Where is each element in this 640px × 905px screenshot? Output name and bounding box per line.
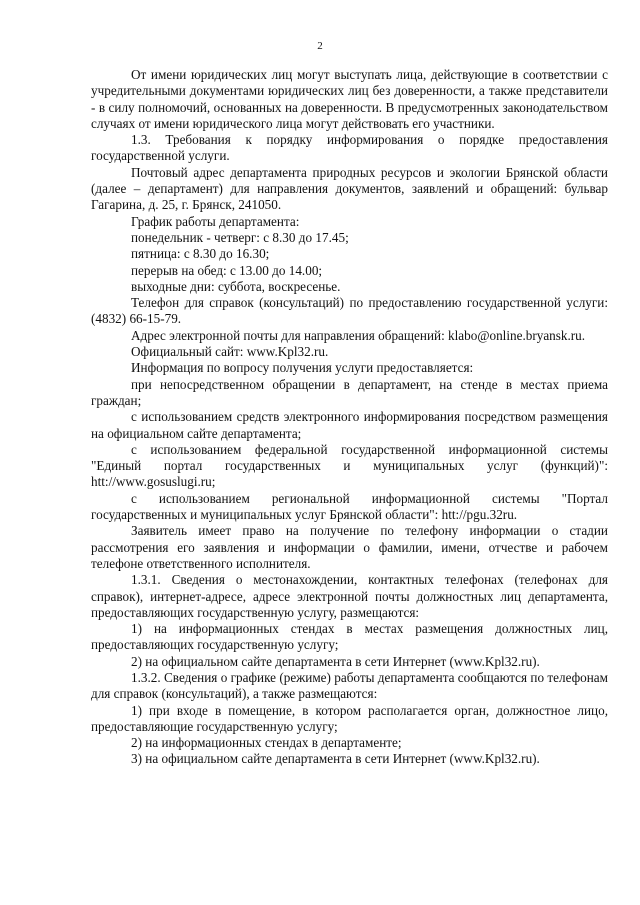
list-item: 2) на информационных стендах в департаменте;: [131, 735, 402, 751]
list-item: 1) на информационных стендах в местах размещения должностных лиц, предоставляющих государственную услугу;: [91, 621, 608, 653]
list-item: 1) при входе в помещение, в котором располагается орган, должностное лицо, предоставляющие государственную услугу;: [91, 702, 608, 734]
page-number: 2: [317, 40, 323, 52]
paragraph: Заявитель имеет право на получение по телефону информации о стадии рассмотрения его заявления и информации о фамилии, имени, отчестве и рабочем телефоне ответственного исполнителя.: [91, 523, 608, 571]
list-item: 2) на официальном сайте департамента в сети Интернет (www.Kpl32.ru).: [131, 653, 540, 669]
schedule-line: понедельник - четверг: с 8.30 до 17.45;: [131, 229, 349, 245]
section-heading: 1.3.1. Сведения о местонахождении, контактных телефонах (телефонах для справок), интернет-адресе, адресе электронной почты должностных лиц департамента, предоставляющих государственную услугу, размещаются:: [91, 572, 608, 620]
paragraph: Телефон для справок (консультаций) по предоставлению государственной услуги: (4832) 66-15-79.: [91, 295, 608, 327]
paragraph: Официальный сайт: www.Kpl32.ru.: [131, 344, 329, 360]
paragraph: с использованием региональной информационной системы "Портал государственных и муниципальных услуг Брянской области": htt://pgu.32ru.: [91, 490, 608, 523]
list-item: 3) на официальном сайте департамента в сети Интернет (www.Kpl32.ru).: [131, 751, 540, 767]
paragraph: с использованием федеральной государственной информационной системы "Единый портал государственных и муниципальных услуг (функций)": htt://www.gosuslugi.ru;: [91, 441, 608, 490]
schedule-line: пятница: с 8.30 до 16.30;: [131, 246, 270, 262]
paragraph: Почтовый адрес департамента природных ресурсов и экологии Брянской области (далее – департамент) для направления документов, заявлений и обращений: бульвар Гагарина, д. 25, г. Брянск, 241050.: [91, 164, 608, 213]
paragraph: От имени юридических лиц могут выступать лица, действующие в соответствии с учредительными документами юридических лиц без доверенности, а также представители - в силу полномочий, основанных на доверенности. В предусмотренных законодательством случаях от имени юридического лица могут действовать его участники.: [91, 67, 608, 131]
section-heading: 1.3. Требования к порядку информирования о порядке предоставления государственной услуги.: [91, 132, 608, 164]
paragraph: при непосредственном обращении в департамент, на стенде в местах приема граждан;: [91, 376, 608, 408]
paragraph: График работы департамента:: [131, 213, 300, 229]
schedule-line: перерыв на обед: с 13.00 до 14.00;: [131, 262, 323, 278]
paragraph: Информация по вопросу получения услуги предоставляется:: [131, 360, 474, 376]
document-body: [91, 67, 608, 768]
paragraph: с использованием средств электронного информирования посредством размещения на официальном сайте департамента;: [91, 409, 608, 441]
section-heading: 1.3.2. Сведения о графике (режиме) работы департамента сообщаются по телефонам для справок (консультаций), а также размещаются:: [91, 669, 608, 702]
schedule-line: выходные дни: суббота, воскресенье.: [131, 278, 341, 294]
paragraph: Адрес электронной почты для направления обращений: klabo@online.bryansk.ru.: [131, 327, 586, 343]
